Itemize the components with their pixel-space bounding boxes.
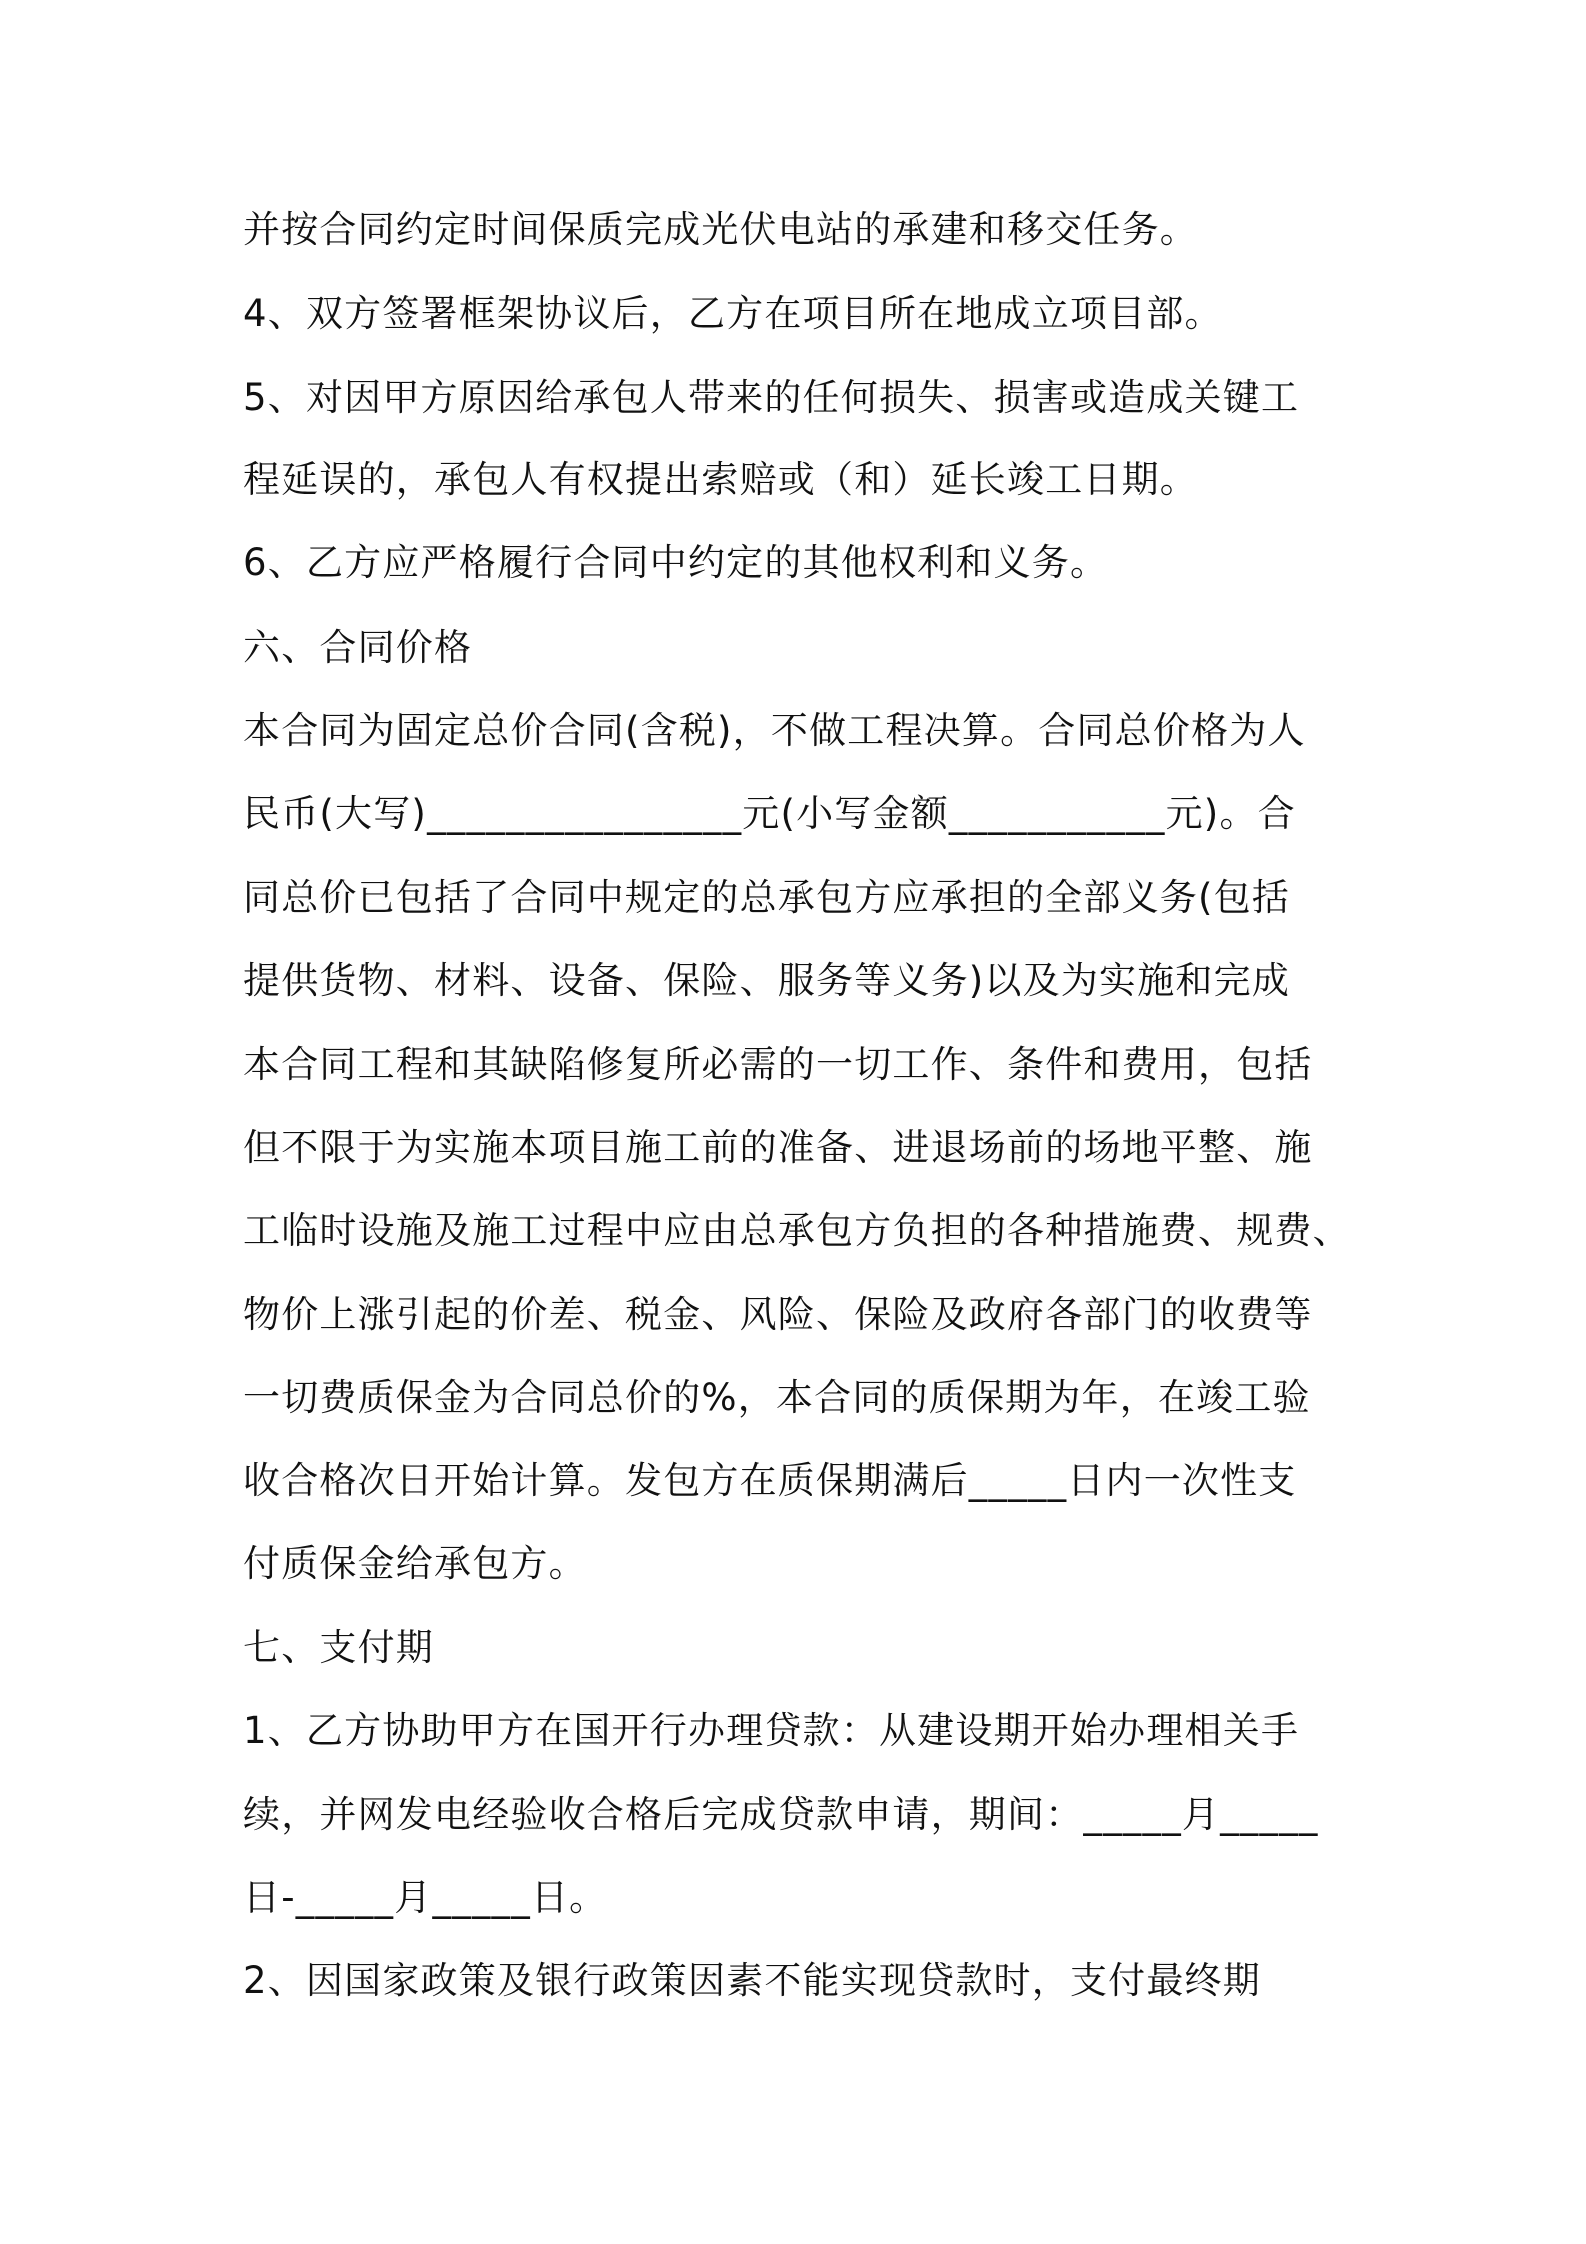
text-line: 提供货物、材料、设备、保险、服务等义务)以及为实施和完成 [243,959,1291,1002]
text-line: 程延误的，承包人有权提出索赔或（和）延长竣工日期。 [243,458,1198,501]
text-line: 并按合同约定时间保质完成光伏电站的承建和移交任务。 [243,208,1198,251]
text-line: 工临时设施及施工过程中应由总承包方负担的各种措施费、规费、 [243,1209,1351,1252]
text-line: 同总价已包括了合同中规定的总承包方应承担的全部义务(包括 [243,876,1291,919]
text-line: 付质保金给承包方。 [243,1542,587,1585]
text-line: 一切费质保金为合同总价的%，本合同的质保期为年，在竣工验 [243,1376,1311,1419]
text-line: 物价上涨引起的价差、税金、风险、保险及政府各部门的收费等 [243,1293,1313,1336]
text-line: 日-_____月_____日。 [243,1876,608,1919]
text-line: 收合格次日开始计算。发包方在质保期满后_____日内一次性支 [243,1459,1297,1502]
text-line: 6、乙方应严格履行合同中约定的其他权利和义务。 [243,541,1109,584]
text-line: 民币(大写)________________元(小写金额___________元)。合 [243,792,1296,835]
text-line: 续，并网发电经验收合格后完成贷款申请，期间：_____月_____ [243,1793,1319,1836]
text-line: 本合同为固定总价合同(含税)，不做工程决算。合同总价格为人 [243,709,1306,752]
section-heading: 七、支付期 [243,1626,434,1669]
text-line: 4、双方签署框架协议后，乙方在项目所在地成立项目部。 [243,292,1223,335]
text-line: 本合同工程和其缺陷修复所必需的一切工作、条件和费用，包括 [243,1043,1313,1086]
text-line: 但不限于为实施本项目施工前的准备、进退场前的场地平整、施 [243,1126,1313,1169]
text-line: 5、对因甲方原因给承包人带来的任何损失、损害或造成关键工 [243,376,1300,419]
section-heading: 六、合同价格 [243,626,473,669]
text-line: 2、因国家政策及银行政策因素不能实现贷款时，支付最终期 [243,1959,1261,2002]
text-line: 1、乙方协助甲方在国开行办理贷款：从建设期开始办理相关手 [243,1709,1300,1752]
